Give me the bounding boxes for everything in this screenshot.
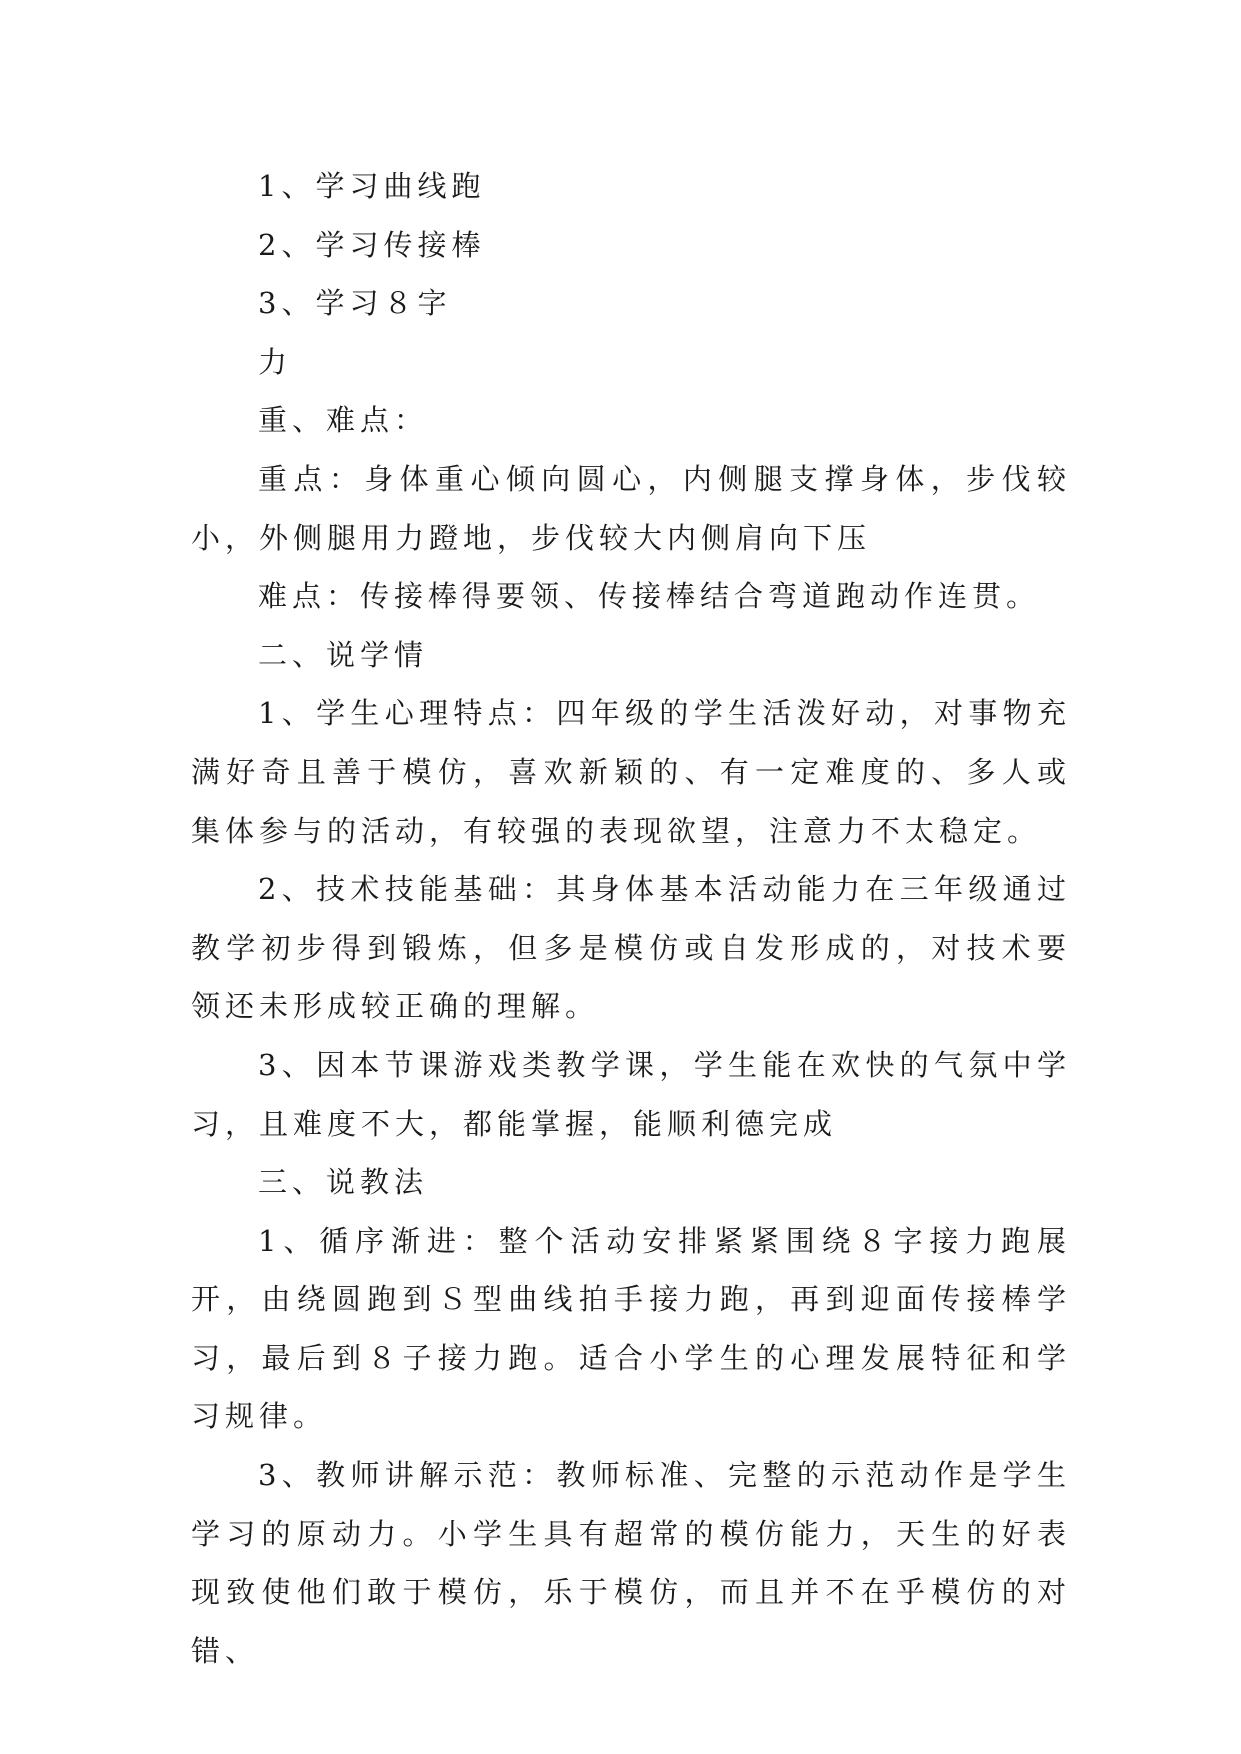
text-fragment: 力 xyxy=(258,344,293,379)
section-heading-key-points: 重、难点： xyxy=(258,403,429,438)
paragraph-difficulty: 难点：传接棒得要领、传接棒结合弯道跑动作连贯。 xyxy=(258,579,1041,614)
section-heading-learners: 二、说学情 xyxy=(258,637,429,672)
paragraph-psychology: 1、学生心理特点：四年级的学生活泼好动，对事物充满好奇且善于模仿，喜欢新颖的、有一定难度的、多人或集体参与的活动，有较强的表现欲望，注意力不太稳定。 xyxy=(191,696,1071,848)
paragraph-skill-basis: 2、技术技能基础：其身体基本活动能力在三年级通过教学初步得到锻炼，但多是模仿或自发形成的，对技术要领还未形成较正确的理解。 xyxy=(191,872,1071,1024)
list-item-curve-run: 1、学习曲线跑 xyxy=(258,169,486,203)
list-item-baton-pass: 2、学习传接棒 xyxy=(258,227,486,262)
document-body xyxy=(191,157,1071,1680)
section-heading-teaching-method: 三、说教法 xyxy=(258,1165,429,1200)
paragraph-game-lesson: 3、因本节课游戏类教学课，学生能在欢快的气氛中学习，且难度不大，都能掌握，能顺利德完成 xyxy=(191,1047,1071,1141)
paragraph-demonstration: 3、教师讲解示范：教师标准、完整的示范动作是学生学习的原动力。小学生具有超常的模仿能力，天生的好表现致使他们敢于模仿，乐于模仿，而且并不在乎模仿的对错、 xyxy=(191,1458,1071,1668)
paragraph-gradual-progress: 1、循序渐进：整个活动安排紧紧围绕８字接力跑展开，由绕圆跑到Ｓ型曲线拍手接力跑，再到迎面传接棒学习，最后到８子接力跑。适合小学生的心理发展特征和学习规律。 xyxy=(191,1223,1071,1434)
paragraph-key-point: 重点：身体重心倾向圆心，内侧腿支撑身体，步伐较小，外侧腿用力蹬地，步伐较大内侧肩向下压 xyxy=(191,461,1071,555)
list-item-figure-eight: 3、学习８字 xyxy=(258,286,452,321)
